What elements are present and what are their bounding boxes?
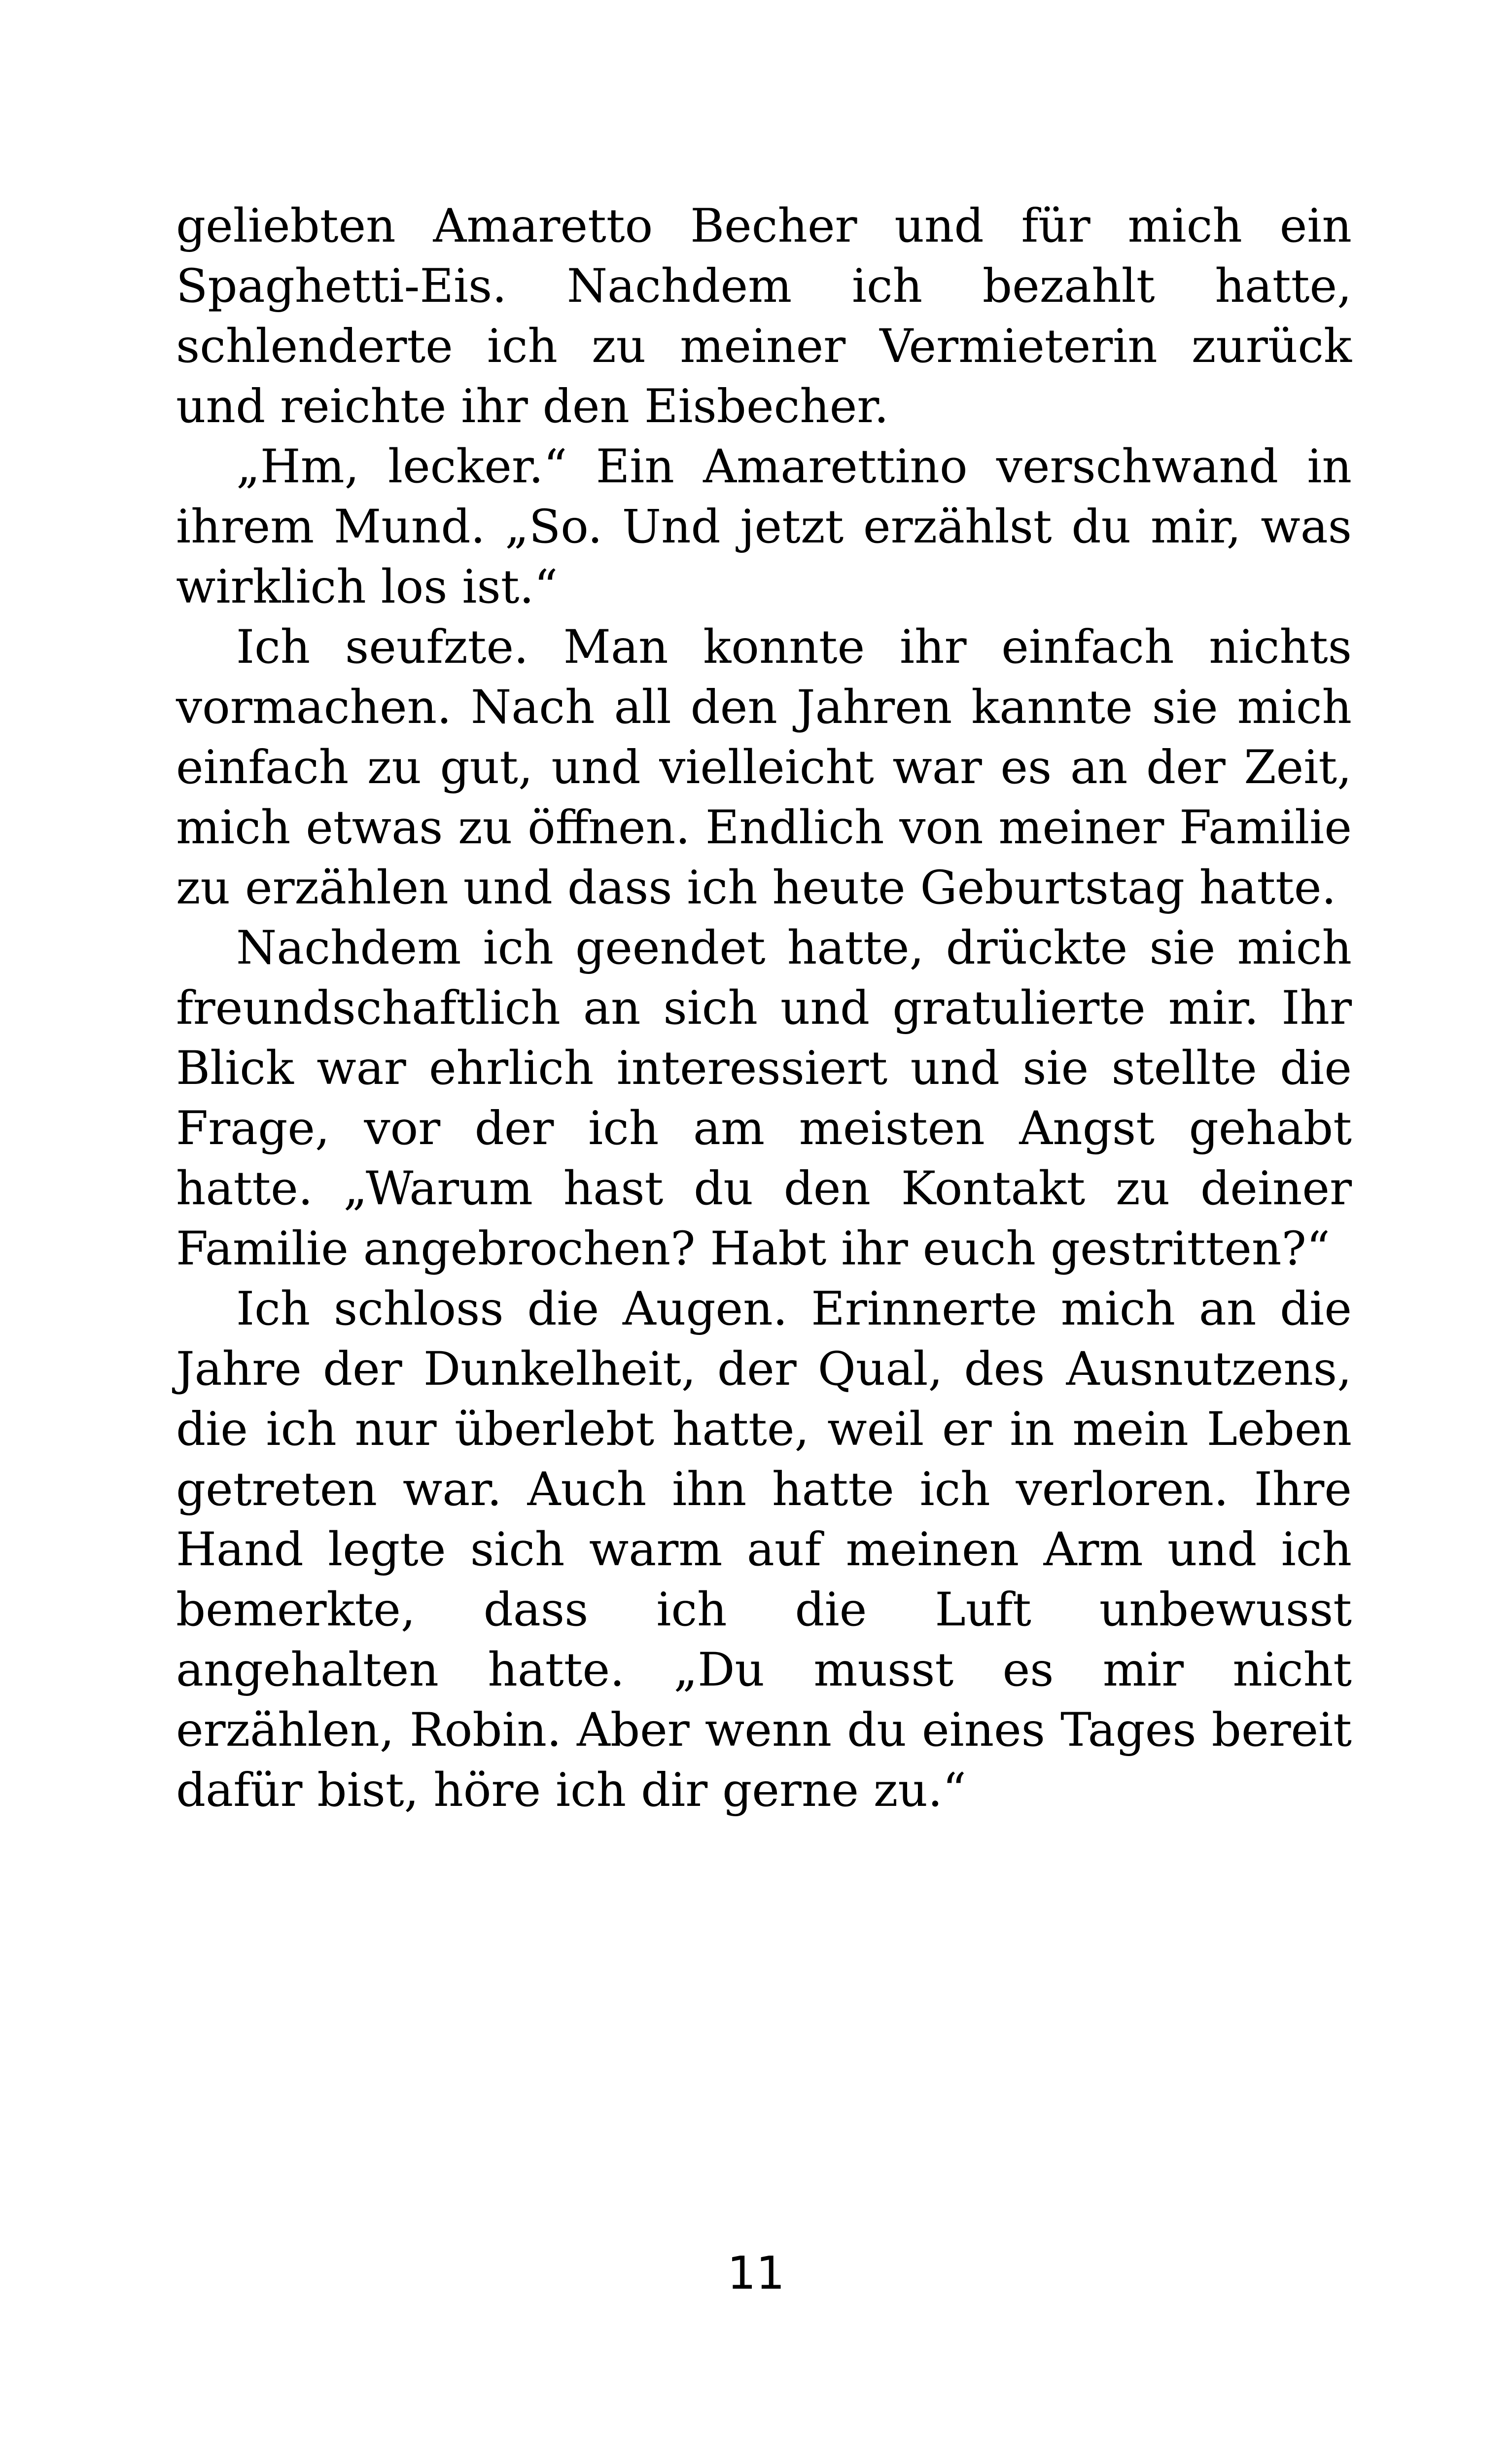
page-number: 11 [727,2247,785,2300]
paragraph-continuation: geliebten Amaretto Becher und für mich ein Spaghetti-Eis. Nachdem ich bezahlt hatte, schlenderte ich zu meiner Vermieterin zurück und reichte ihr den Eisbecher. [176,199,1352,433]
body-text [176,196,1352,1821]
paragraph: Ich seufzte. Man konnte ihr einfach nichts vormachen. Nach all den Jahren kannte sie mich einfach zu gut, und vielleicht war es an der Zeit, mich etwas zu öffnen. Endlich von meiner Familie zu erzählen und dass ich heute Geburtstag hatte. [176,620,1352,915]
paragraph: Nachdem ich geendet hatte, drückte sie mich freundschaftlich an sich und gratulierte mir. Ihr Blick war ehrlich interessiert und sie stellte die Frage, vor der ich am meisten Angst gehabt hatte. „Warum hast du den Kontakt zu deiner Familie angebrochen? Habt ihr euch gestritten?“ [176,921,1352,1276]
paragraph: „Hm, lecker.“ Ein Amarettino verschwand in ihrem Mund. „So. Und jetzt erzählst du mir, was wirklich los ist.“ [176,440,1352,614]
paragraph: Ich schloss die Augen. Erinnerte mich an die Jahre der Dunkelheit, der Qual, des Ausnutzens, die ich nur überlebt hatte, weil er in mein Leben getreten war. Auch ihn hatte ich verloren. Ihre Hand legte sich warm auf meinen Arm und ich bemerkte, dass ich die Luft unbewusst angehalten hatte. „Du musst es mir nicht erzählen, Robin. Aber wenn du eines Tages bereit dafür bist, höre ich dir gerne zu.“ [176,1282,1352,1817]
